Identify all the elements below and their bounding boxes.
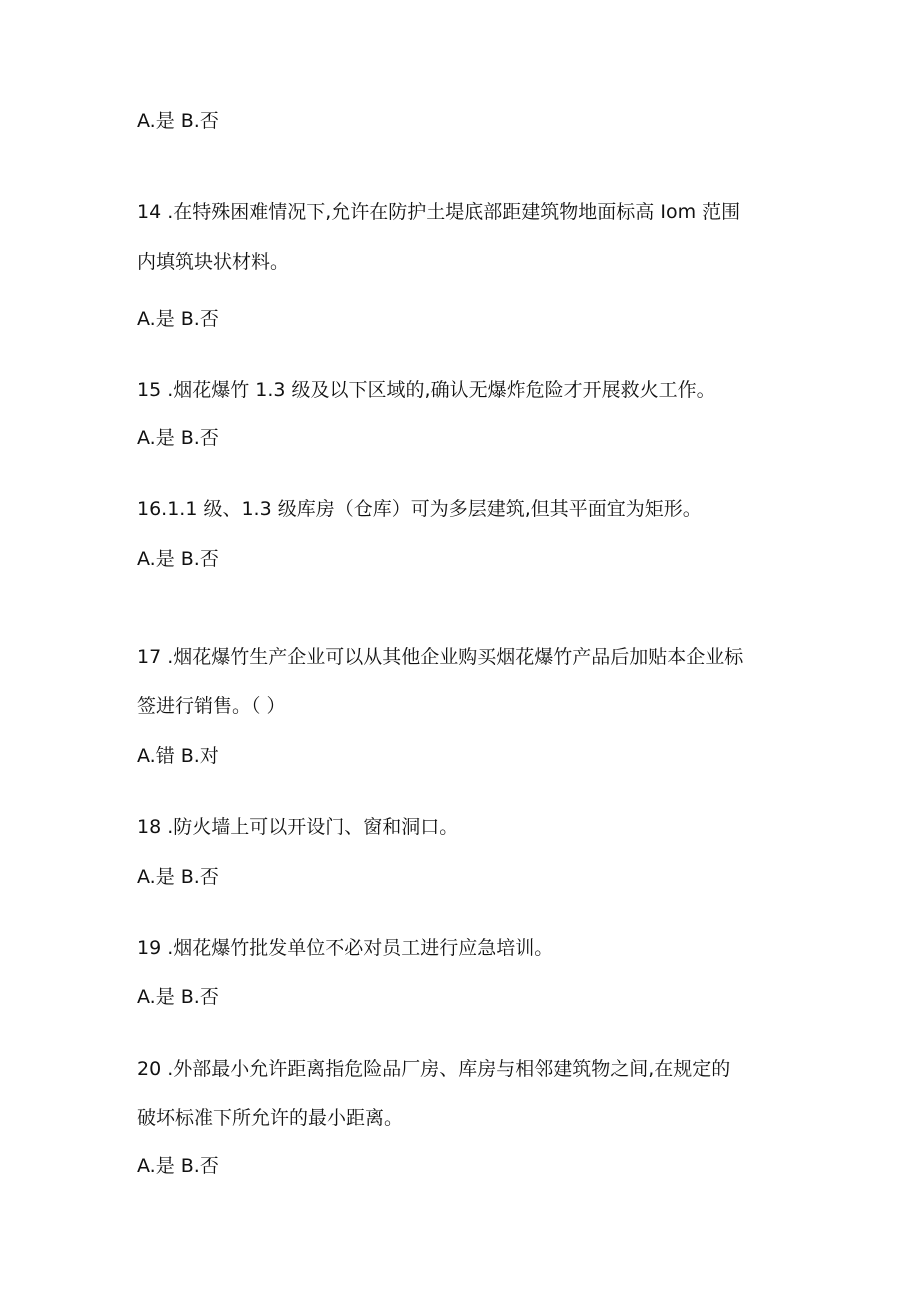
question-15: 15 .烟花爆竹 1.3 级及以下区域的,确认无爆炸危险才开展救火工作。 <box>137 379 716 401</box>
answer-options-18: A.是 B.否 <box>137 866 219 888</box>
answer-options-16: A.是 B.否 <box>137 548 219 570</box>
question-19: 19 .烟花爆竹批发单位不必对员工进行应急培训。 <box>137 937 554 959</box>
answer-options-15: A.是 B.否 <box>137 427 219 449</box>
answer-options-17: A.错 B.对 <box>137 745 219 767</box>
question-16: 16.1.1 级、1.3 级库房（仓库）可为多层建筑,但其平面宜为矩形。 <box>137 498 702 520</box>
question-18: 18 .防火墙上可以开设门、窗和洞口。 <box>137 816 459 838</box>
question-14-line-2: 内填筑块状材料。 <box>137 251 290 273</box>
question-17-line-1: 17 .烟花爆竹生产企业可以从其他企业购买烟花爆竹产品后加贴本企业标 <box>137 646 744 668</box>
answer-options-14: A.是 B.否 <box>137 308 219 330</box>
answer-options-19: A.是 B.否 <box>137 986 219 1008</box>
answer-options-13: A.是 B.否 <box>137 110 219 132</box>
question-17-line-2: 签进行销售。（ ） <box>137 695 286 717</box>
answer-options-20: A.是 B.否 <box>137 1155 219 1177</box>
question-20-line-1: 20 .外部最小允许距离指危险品厂房、库房与相邻建筑物之间,在规定的 <box>137 1058 731 1080</box>
question-20-line-2: 破坏标准下所允许的最小距离。 <box>137 1107 404 1129</box>
question-14-line-1: 14 .在特殊困难情况下,允许在防护土堤底部距建筑物地面标高 Iom 范围 <box>137 201 741 223</box>
